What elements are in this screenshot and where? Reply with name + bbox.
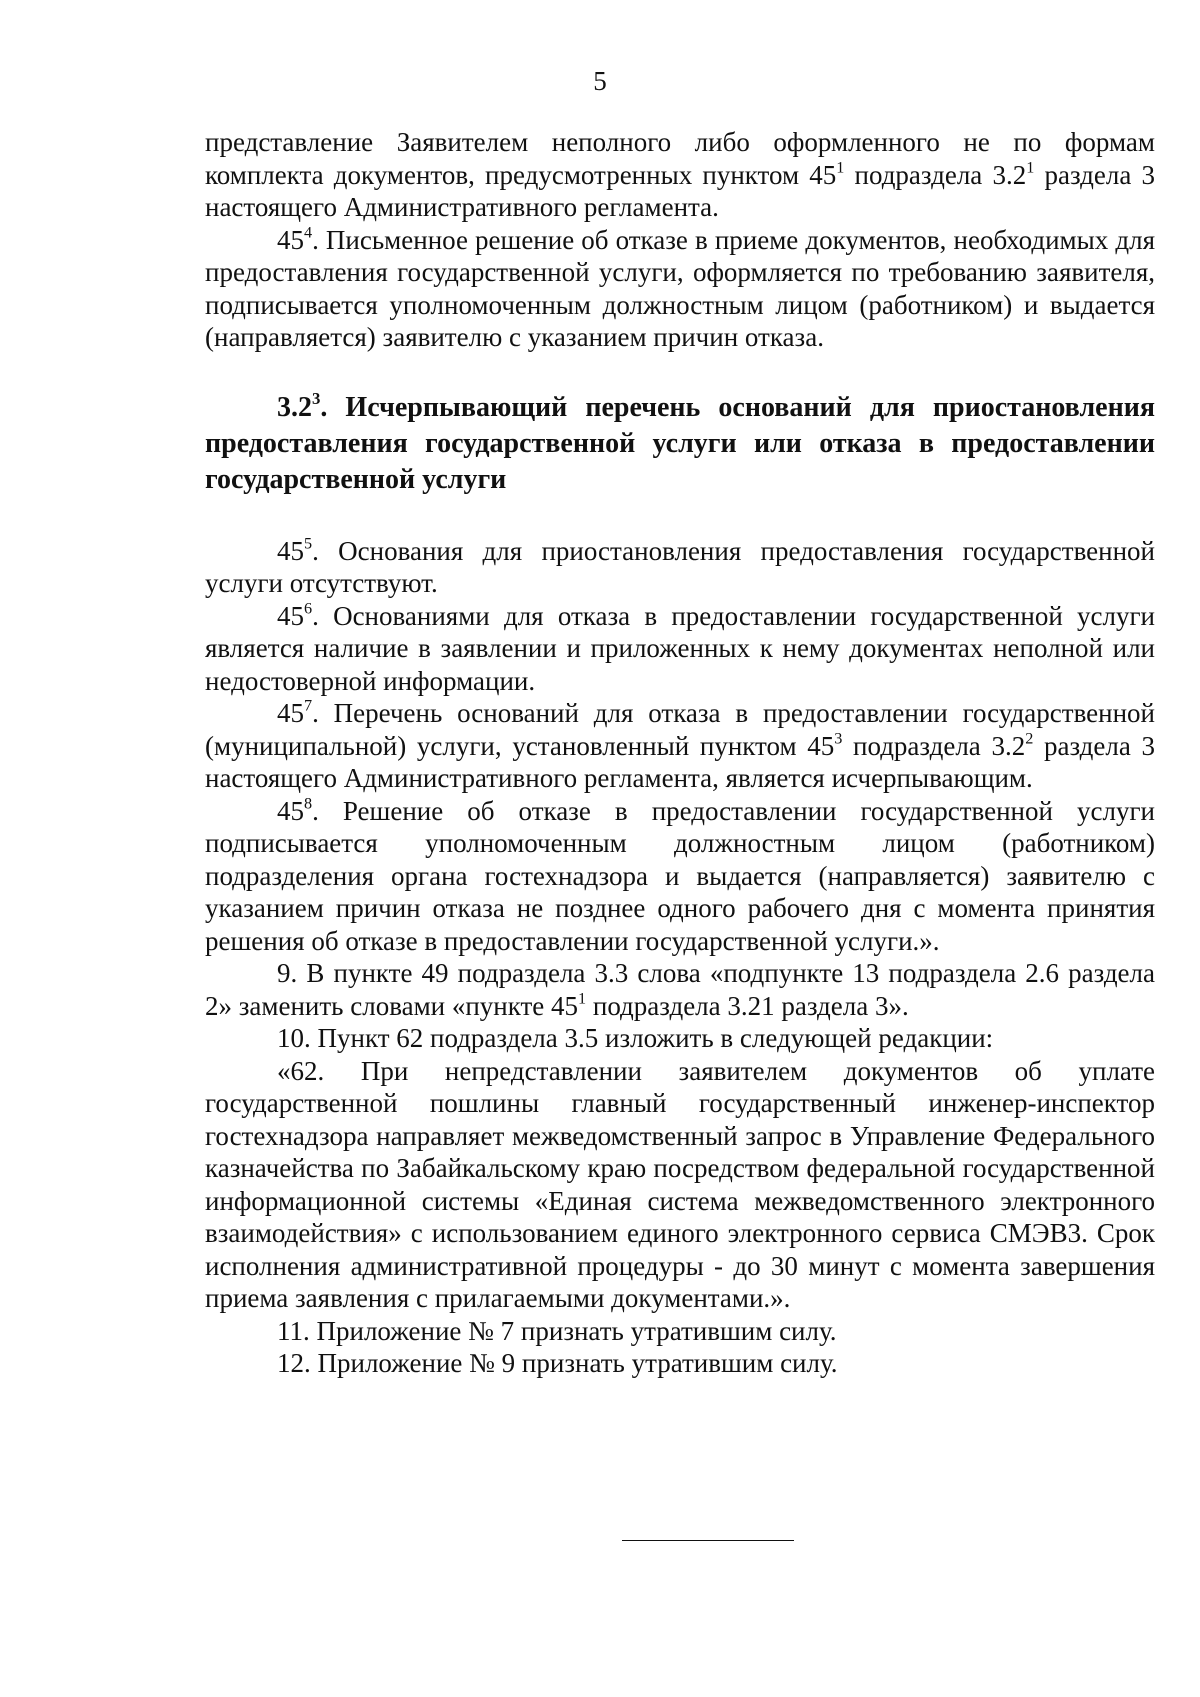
paragraph-item-12: 12. Приложение № 9 признать утратившим силу. <box>277 1348 838 1378</box>
paragraph-45-6: $45^6$. Основаниями для отказа в предоставлении государственной услуги является наличие в заявлении и приложенных к нему документах неполной или недостоверной информации. <box>205 598 1155 696</box>
page-number: 5 <box>593 66 607 96</box>
paragraph-45-5: $45^5$. Основания для приостановления предоставления государственной услуги отсутствуют. <box>205 533 1155 598</box>
paragraph-62-quote: «62. При непредставлении заявителем документов об уплате государственной пошлины главный государственный инженер-инспектор гостехнадзора направляет межведомственный запрос в Управление Федерального казначейства по Забайкальскому краю посредством федеральной государственной информационной системы «Единая система межведомственного электронного взаимодействия» с использованием единого электронного сервиса СМЭВ3. Срок исполнения административной процедуры - до 30 минут с момента завершения приема заявления с прилагаемыми документами.». <box>205 1055 1155 1313</box>
paragraph-continuation: представление Заявителем неполного либо оформленного не по формам комплекта документов, предусмотренных пунктом $45^1$ подраздела $3.2^1$ раздела 3 настоящего Административного регламента. <box>205 127 1155 222</box>
paragraph-45-7: $45^7$. Перечень оснований для отказа в предоставлении государственной (муниципальной) услуги, установленный пунктом $45^3$ подраздела $3.2^2$ раздела 3 настоящего Административного регламента, является исчерпывающим. <box>205 696 1156 793</box>
end-rule <box>622 1540 794 1541</box>
document-body <box>205 126 1155 1380</box>
paragraph-item-9: 9. В пункте 49 подраздела 3.3 слова «подпункте 13 подраздела 2.6 раздела 2» заменить словами «пункте $45^1$ подраздела 3.21 раздела 3». <box>205 958 1155 1021</box>
section-heading: $3.2^3$. Исчерпывающий перечень оснований для приостановления предоставления государственной услуги или отказа в предоставлении государственной услуги <box>205 388 1155 495</box>
paragraph-item-11: 11. Приложение № 7 признать утратившим силу. <box>277 1315 837 1346</box>
paragraph-45-8: $45^8$. Решение об отказе в предоставлении государственной услуги подписывается уполномоченным должностным лицом (работником) подразделения органа гостехнадзора и выдается (направляется) заявителю с указанием причин отказа не позднее одного рабочего дня с момента принятия решения об отказе в предоставлении государственной услуги.». <box>205 793 1155 956</box>
paragraph-45-4: $45^4$. Письменное решение об отказе в приеме документов, необходимых для предоставления государственной услуги, оформляется по требованию заявителя, подписывается уполномоченным должностным лицом (работником) и выдается (направляется) заявителю с указанием причин отказа. <box>205 222 1155 352</box>
paragraph-item-10: 10. Пункт 62 подраздела 3.5 изложить в следующей редакции: <box>277 1023 994 1053</box>
